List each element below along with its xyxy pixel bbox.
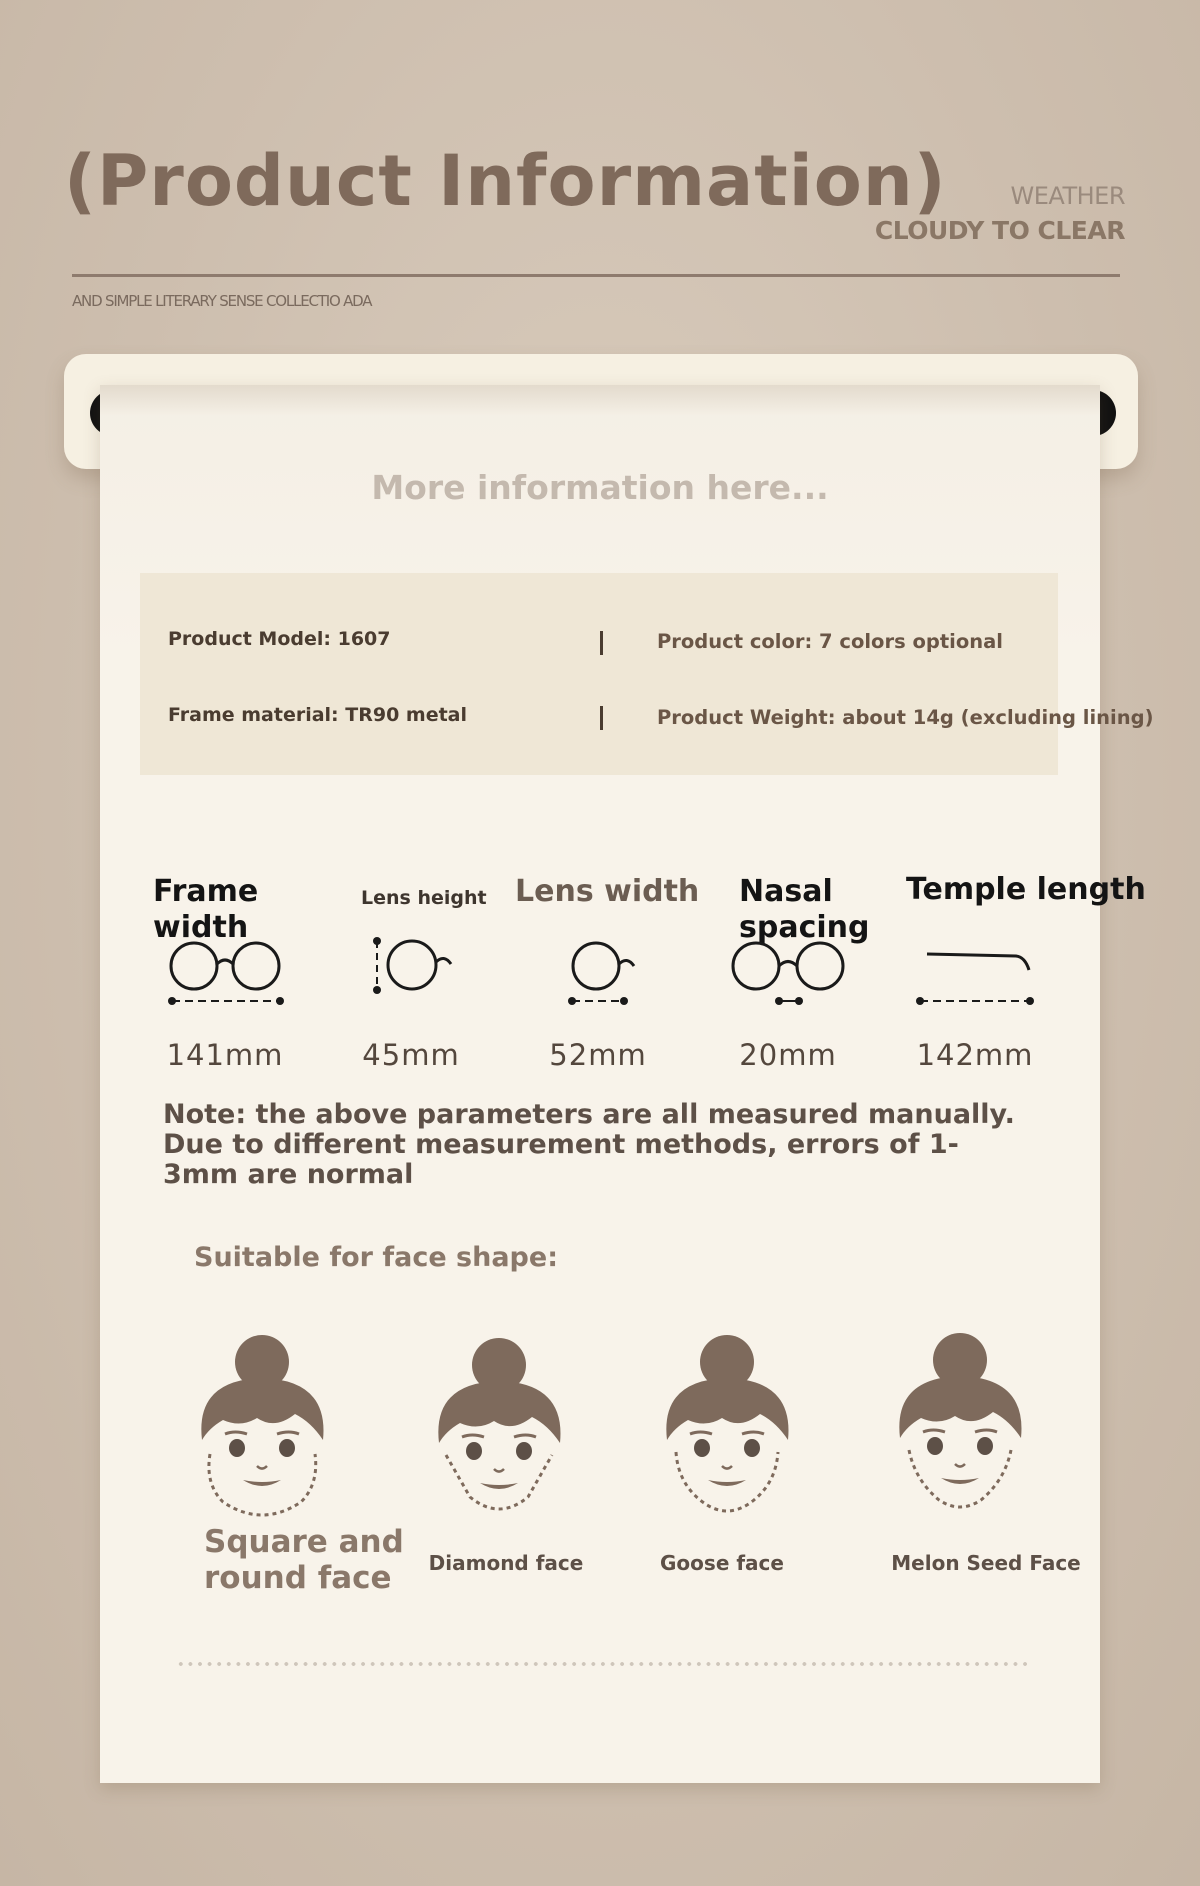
spec-model: Product Model: 1607 [168,628,391,650]
face-label-diamond: Diamond face [428,1551,584,1575]
spec-color: Product color: 7 colors optional [657,630,1003,653]
nasal-spacing-icon [729,938,849,1008]
spec-material: Frame material: TR90 metal [168,704,468,726]
header-divider [72,274,1120,277]
lens-width-icon [562,938,642,1008]
melon-seed-face-icon [893,1330,1028,1520]
spec-weight: Product Weight: about 14g (excluding lining) [657,706,1154,729]
spec-separator [600,631,603,655]
page-title: (Product Information) [64,140,947,222]
param-value-temple-length: 142mm [916,1038,1034,1072]
param-label-lens-width: Lens width [515,874,700,909]
weather-value: CLOUDY TO CLEAR [874,216,1125,245]
param-label-frame-width: Frame width [153,874,259,945]
temple-length-icon [910,938,1040,1008]
weather-label: WEATHER [1010,182,1125,210]
tagline: AND SIMPLE LITERARY SENSE COLLECTIO ADA [72,292,372,310]
param-value-frame-width: 141mm [166,1038,284,1072]
param-value-lens-height: 45mm [362,1038,460,1072]
param-value-lens-width: 52mm [549,1038,647,1072]
goose-face-icon [660,1332,795,1522]
lens-height-icon [368,932,458,1002]
param-label-temple-length: Temple length [906,872,1146,907]
face-label-square-round: Square and round face [204,1524,404,1596]
spec-table [140,573,1058,775]
spec-separator [600,706,603,730]
square-round-face-icon [195,1332,330,1522]
measurement-note: Note: the above parameters are all measured manually. Due to different measurement methods, errors of 1-3mm are normal [163,1099,1015,1190]
frame-width-icon [163,938,287,1008]
param-value-nasal-spacing: 20mm [739,1038,837,1072]
face-shape-heading: Suitable for face shape: [194,1242,558,1273]
diamond-face-icon [432,1335,567,1525]
param-label-nasal-spacing: Nasal spacing [739,874,870,945]
more-info-heading: More information here... [371,468,829,507]
face-label-melon-seed: Melon Seed Face [891,1551,1081,1575]
face-label-goose: Goose face [660,1551,784,1575]
dotted-divider [176,1662,1028,1666]
param-label-lens-height: Lens height [361,887,487,909]
paper-shadow [100,385,1100,415]
